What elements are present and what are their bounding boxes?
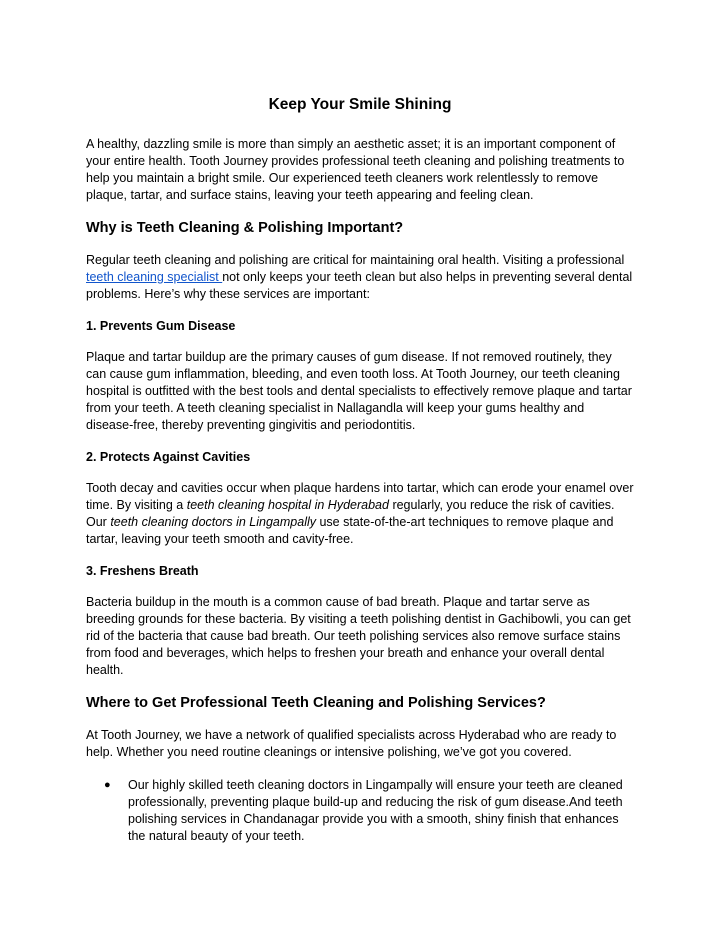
cavities-paragraph <box>86 480 634 548</box>
paragraph-text: use state-of-the-art techniques to remove plaque and tartar, leaving your teeth smooth and cavity-free. <box>86 515 614 546</box>
paragraph-text: regularly, you reduce the risk of cavities. Our <box>86 498 615 529</box>
italic-phrase: teeth cleaning doctors in Lingampally <box>110 515 316 529</box>
services-bullet-list <box>86 777 634 845</box>
paragraph-text: not only keeps your teeth clean but also helps in preventing several dental problems. Here’s why these services are important: <box>86 270 633 301</box>
paragraph-text: Regular teeth cleaning and polishing are critical for maintaining oral health. Visiting a professional <box>86 253 625 267</box>
paragraph-text: Tooth decay and cavities occur when plaque hardens into tartar, which can erode your enamel over time. By visiting a <box>86 481 634 512</box>
subheading-freshens-breath: 3. Freshens Breath <box>86 564 199 578</box>
section-why-important-paragraph <box>86 252 634 303</box>
where-to-get-paragraph: At Tooth Journey, we have a network of qualified specialists across Hyderabad who are ready to help. Whether you need routine cleanings or intensive polishing, we’ve got you covered. <box>86 728 617 759</box>
bullet-icon: ● <box>104 779 111 791</box>
section-heading-why-important: Why is Teeth Cleaning & Polishing Important? <box>86 220 404 236</box>
italic-phrase: teeth cleaning hospital in Hyderabad <box>186 498 389 512</box>
fresh-breath-paragraph: Bacteria buildup in the mouth is a common cause of bad breath. Plaque and tartar serve as breeding grounds for these bacteria. By visiting a teeth polishing dentist in Gachibowli, you can get rid of the bacteria that cause bad breath. Our teeth polishing services also remove surface stains from food and beverages, which helps to freshen your breath and enhance your overall dental health. <box>86 595 631 677</box>
list-item-text: Our highly skilled teeth cleaning doctors in Lingampally will ensure your teeth are cleaned professionally, preventing plaque build-up and reducing the risk of gum disease.And teeth polishing services in Chandanagar provide you with a smooth, shiny finish that enhances the natural beauty of your teeth. <box>128 778 623 843</box>
document-title: Keep Your Smile Shining <box>268 96 452 113</box>
gum-disease-paragraph: Plaque and tartar buildup are the primary causes of gum disease. If not removed routinely, they can cause gum inflammation, bleeding, and even tooth loss. At Tooth Journey, our teeth cleaning hospital is outfitted with the best tools and dental specialists to effectively remove plaque and tartar from your teeth. A teeth cleaning specialist in Nallagandla will keep your gums healthy and disease-free, thereby preventing gingivitis and periodontitis. <box>86 350 632 432</box>
intro-paragraph: A healthy, dazzling smile is more than simply an aesthetic asset; it is an important component of your entire health. Tooth Journey provides professional teeth cleaning and polishing treatments to help you maintain a bright smile. Our experienced teeth cleaners work relentlessly to remove plaque, tartar, and surface stains, leaving your teeth appearing and feeling clean. <box>86 137 625 202</box>
section-heading-where-to-get: Where to Get Professional Teeth Cleaning and Polishing Services? <box>86 695 546 711</box>
list-item <box>86 777 634 845</box>
subheading-protects-against-cavities: 2. Protects Against Cavities <box>86 450 251 464</box>
subheading-prevents-gum-disease: 1. Prevents Gum Disease <box>86 319 236 333</box>
teeth-cleaning-specialist-link[interactable]: teeth cleaning specialist <box>86 270 223 284</box>
